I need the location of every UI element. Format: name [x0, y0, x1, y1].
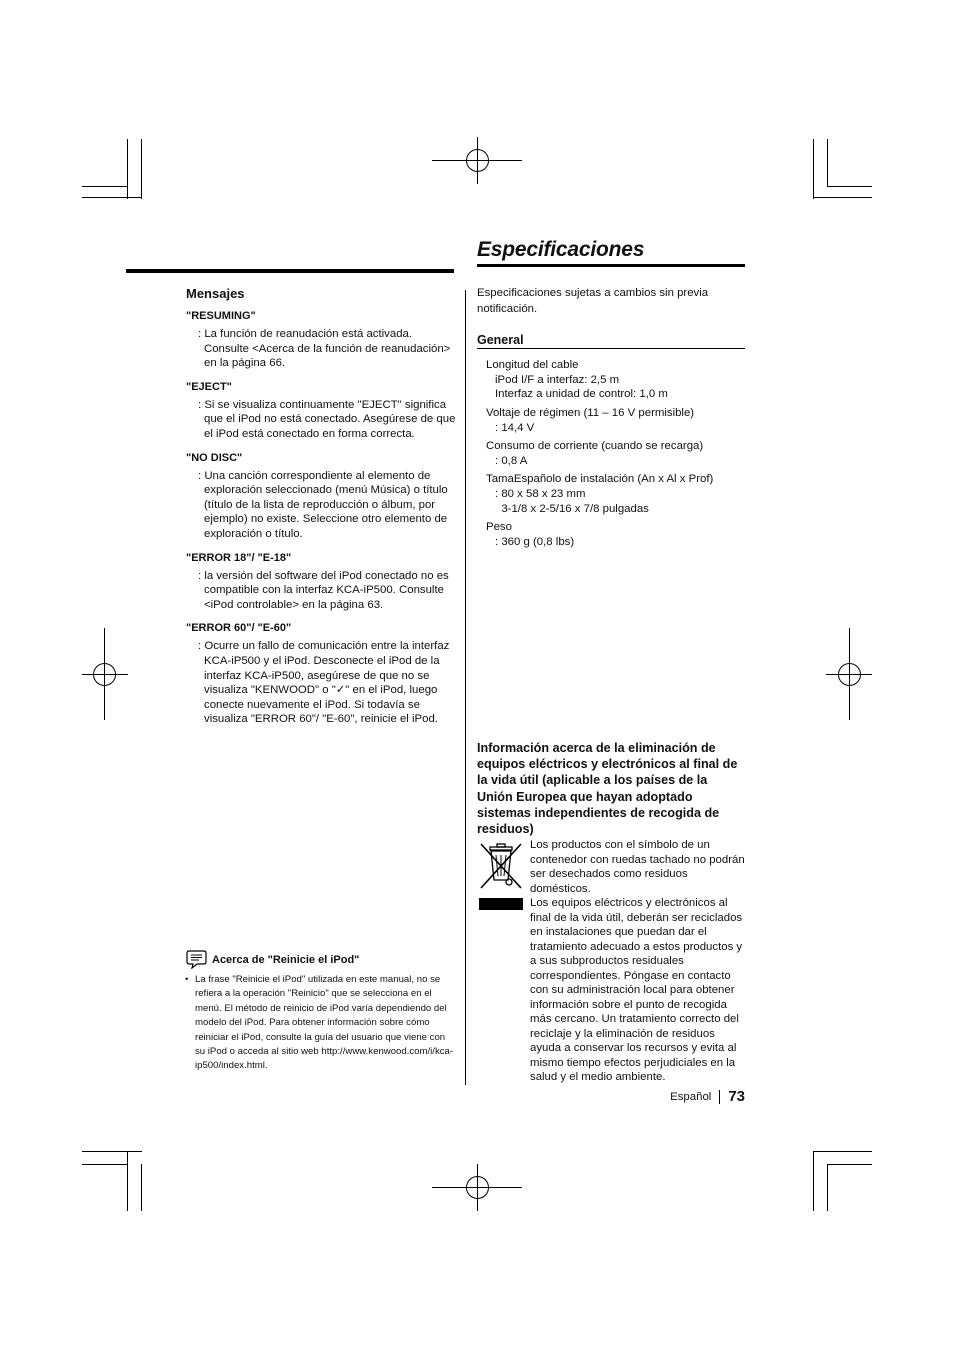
message-body: : Ocurre un fallo de comunicación entre la interfaz KCA-iP500 y el iPod. Desconecte el iPod de la interfaz KCA-iP500, asegúrese de que no se visualiza "KENWOOD" o "✓" en el iPod, luego conecte nuevamente el iPod. Si todavía se visualiza "ERROR 60"/ "E-60", reinicie el iPod.	[198, 640, 450, 726]
message-title: "EJECT"	[186, 380, 232, 393]
weee-heading: Información acerca de la eliminación de equipos eléctricos y electrónicos al final de la vida útil (aplicable a los países de la Unión Europea que hayan adoptado sistemas independientes de recogida de residuos)	[477, 741, 738, 837]
message-body: : Si se visualiza continuamente "EJECT" significa que el iPod no está conectado. Asegúrese de que el iPod está conectado en forma correcta.	[198, 398, 456, 440]
spec-value: : 80 x 58 x 23 mm	[495, 487, 586, 500]
weee-paragraph: Los productos con el símbolo de un contenedor con ruedas tachado no podrán ser desechados como residuos domésticos.	[530, 839, 745, 895]
specifications-section	[477, 286, 745, 553]
message-title: "NO DISC"	[186, 451, 243, 464]
message-title: "RESUMING"	[186, 310, 256, 322]
footer-language: Español	[670, 1090, 712, 1103]
note-title: Acerca de "Reinicie el iPod"	[212, 953, 360, 966]
message-title: "ERROR 60"/ "E-60"	[186, 622, 292, 635]
note-box	[186, 950, 458, 1074]
spec-value: : 0,8 A	[495, 454, 528, 467]
spec-value: iPod I/F a interfaz: 2,5 m	[495, 373, 620, 386]
message-item	[186, 381, 458, 442]
specs-intro: Especificaciones sujetas a cambios sin previa notificación.	[477, 287, 709, 315]
messages-section	[186, 286, 458, 737]
crossed-out-wheelie-bin-icon	[477, 840, 525, 892]
spec-item	[486, 439, 745, 468]
weee-text	[530, 838, 748, 1085]
spec-label: Longitud del cable	[486, 359, 579, 372]
column-divider	[465, 290, 466, 1085]
footer-separator	[719, 1090, 720, 1104]
note-icon	[186, 950, 207, 969]
bullet: •	[185, 974, 189, 985]
page-footer	[620, 1088, 745, 1105]
spec-item	[486, 472, 745, 516]
section-title: Mensajes	[186, 286, 245, 301]
message-item	[186, 552, 458, 613]
note-text: La frase "Reinicie el iPod" utilizada en este manual, no se refiera a la operación "Reinicio" que se selecciona en el menú. El método de reinicio de iPod varía dependiendo del modelo del iPod. Para obtener información sobre cómo reiniciar el iPod, consulte la guía del usuario que viene con su iPod o acceda al sitio web http://www.kenwood.com/i/kca-ip500/index.html.	[195, 974, 454, 1072]
spec-value: Interfaz a unidad de control: 1,0 m	[495, 388, 668, 401]
weee-bar	[479, 898, 523, 910]
weee-paragraph: Los equipos eléctricos y electrónicos al final de la vida útil, deberán ser reciclados en instalaciones que puedan dar el tratamiento adecuado a estos productos y a sus subproductos residuales correspondientes. Póngase en contacto con su administración local para obtener información sobre el punto de recogida más cercano. Un tratamiento correcto del reciclaje y la eliminación de residuos ayuda a conservar los recursos y evita al mismo tiempo efectos perjudiciales en la salud y el medio ambiente.	[530, 897, 743, 1083]
message-body: : La función de reanudación está activada. Consulte <Acerca de la función de reanudación> en la página 66.	[198, 328, 451, 370]
spec-value: : 14,4 V	[495, 421, 535, 434]
spec-value: : 360 g (0,8 lbs)	[495, 535, 575, 548]
message-body: : la versión del software del iPod conectado no es compatible con la interfaz KCA-iP500. Consulte <iPod controlable> en la página 63.	[198, 569, 449, 611]
message-body: : Una canción correspondiente al elemento de exploración seleccionado (menú Música) o título (título de la lista de reproducción o álbum, por ejemplo) no existe. Seleccione otro elemento de exploración o título.	[198, 469, 448, 540]
left-header-rule	[126, 269, 454, 273]
message-item	[186, 622, 458, 727]
spec-label: Voltaje de régimen (11 – 16 V permisible)	[486, 406, 695, 419]
spec-label: Consumo de corriente (cuando se recarga)	[486, 440, 704, 453]
spec-label: Peso	[486, 521, 512, 534]
message-title: "ERROR 18"/ "E-18"	[186, 551, 292, 564]
spec-item	[486, 358, 745, 402]
page-title: Especificaciones	[477, 238, 645, 261]
spec-item	[486, 520, 745, 549]
page-number: 73	[728, 1088, 745, 1105]
message-item	[186, 310, 458, 371]
message-item	[186, 452, 458, 542]
note-body	[185, 973, 457, 1074]
title-rule	[477, 264, 745, 267]
spec-label: TamaEspañolo de instalación (An x Al x Prof)	[486, 473, 714, 486]
spec-value: 3-1/8 x 2-5/16 x 7/8 pulgadas	[495, 502, 649, 515]
general-heading: General	[477, 333, 745, 349]
spec-item	[486, 406, 745, 435]
spec-list	[477, 358, 745, 549]
